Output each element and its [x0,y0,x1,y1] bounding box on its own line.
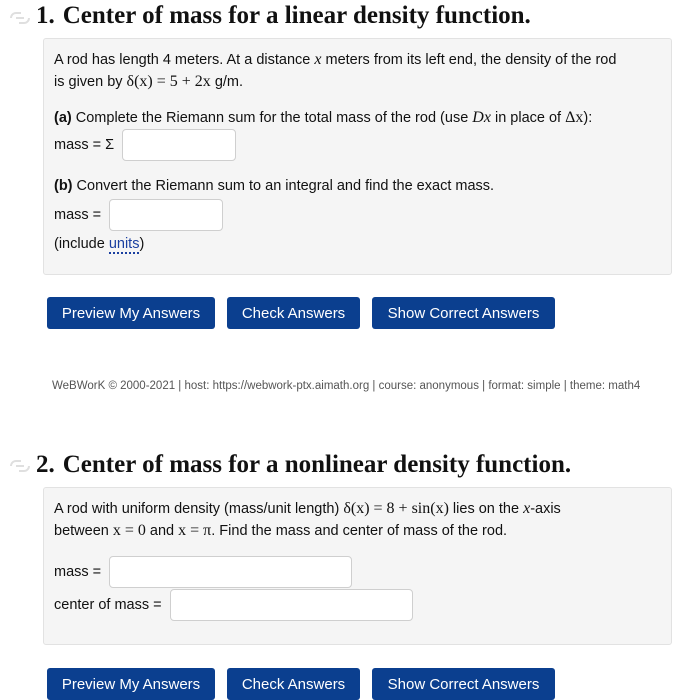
mass-sum-label: mass = Σ [54,137,115,153]
mass-input[interactable] [109,556,352,588]
part-a-text: ): [583,110,593,126]
upper-bound: x = π [178,522,212,539]
problem-2-box [43,487,672,645]
check-answers-button[interactable]: Check Answers [227,297,360,329]
problem-1-number: 1. [36,2,55,29]
mass-label: mass = [54,207,102,223]
intro-text: lies on the [448,501,524,517]
intro-text: meters from its left end, the density of the rod [321,52,617,68]
link-icon [8,457,32,475]
intro-text: between [54,523,113,539]
units-link[interactable]: units [108,236,140,252]
problem-1-buttons [47,297,555,329]
units-prefix: (include [54,236,109,252]
intro-text: and [145,523,179,539]
problem-2-heading [36,451,571,479]
problem-2-intro [54,498,661,542]
math-dx: Dx [472,109,491,126]
part-b-text: Convert the Riemann sum to an integral and find the exact mass. [72,178,495,194]
center-of-mass-label: center of mass = [54,597,162,613]
intro-text: . Find the mass and center of mass of the rod. [211,523,508,539]
lower-bound: x = 0 [112,522,146,539]
intro-text: -axis [530,501,561,517]
riemann-sum-input[interactable] [122,129,236,161]
units-note [54,233,661,255]
problem-2-buttons [47,668,555,700]
math-variable: x [523,500,531,517]
check-answers-button[interactable]: Check Answers [227,668,360,700]
density-unit: g/m. [210,74,244,90]
problem-1-box [43,38,672,275]
center-of-mass-row [54,589,661,621]
link-icon [8,9,32,27]
part-b-label: (b) [54,178,73,194]
exact-mass-input[interactable] [109,199,223,231]
footer-credits: WeBWorK © 2000-2021 | host: https://webwork-ptx.aimath.org | course: anonymous | format: simple | theme: math4 [52,380,641,392]
center-of-mass-input[interactable] [170,589,413,621]
math-delta-x: Δx [565,109,584,126]
problem-2-number: 2. [36,451,55,478]
show-correct-answers-button[interactable]: Show Correct Answers [372,297,555,329]
exact-mass-row [54,199,661,231]
intro-text: is given by [54,74,127,90]
math-variable: x [314,51,322,68]
density-formula: δ(x) = 8 + sin(x) [343,500,449,517]
mass-label: mass = [54,564,102,580]
part-a-label: (a) [54,110,72,126]
part-a-text: in place of [490,110,566,126]
part-a-text: Complete the Riemann sum for the total mass of the rod (use [71,110,473,126]
part-a-prompt [54,107,661,129]
preview-answers-button[interactable]: Preview My Answers [47,668,215,700]
problem-2-title: Center of mass for a nonlinear density function. [62,451,572,478]
part-b-prompt [54,175,661,197]
units-suffix: ) [139,236,145,252]
intro-text: A rod has length 4 meters. At a distance [54,52,315,68]
density-formula: δ(x) = 5 + 2x [126,73,211,90]
problem-1-intro [54,49,661,93]
riemann-sum-row [54,129,661,161]
problem-1-title: Center of mass for a linear density function. [62,2,531,29]
problem-1-heading [36,2,531,30]
preview-answers-button[interactable]: Preview My Answers [47,297,215,329]
intro-text: A rod with uniform density (mass/unit length) [54,501,344,517]
show-correct-answers-button[interactable]: Show Correct Answers [372,668,555,700]
mass-row [54,556,661,588]
